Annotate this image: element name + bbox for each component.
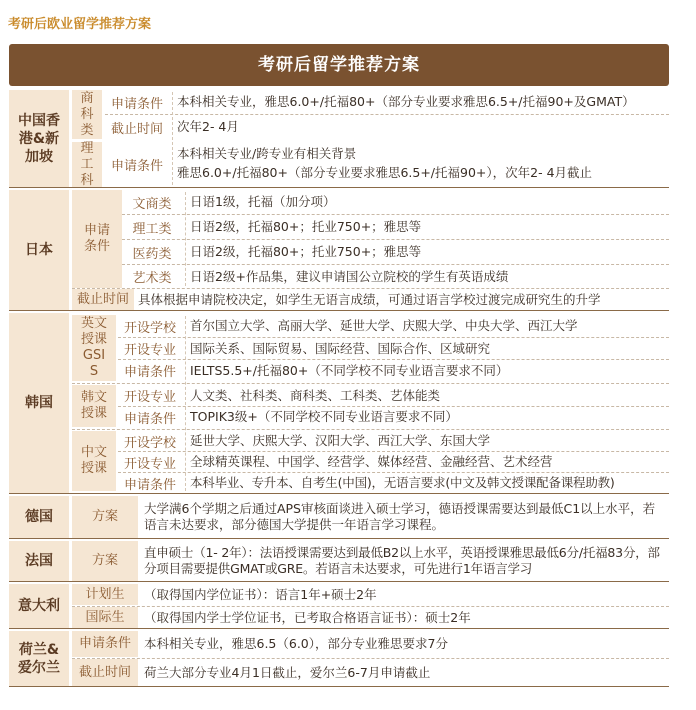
country-korea: 韩国: [9, 313, 69, 493]
korean-majors-label: 开设专业: [123, 390, 176, 405]
section-hk-sg: [9, 90, 669, 187]
germany-label: 方案: [72, 496, 138, 538]
section-japan: [9, 190, 669, 310]
country-hk-sg: [9, 90, 69, 187]
country-france: 法国: [9, 541, 69, 581]
japan-value-2: 日语2级，托福80+；托业750+；雅思等: [190, 244, 422, 259]
section-korea: [9, 313, 669, 493]
gsis-req-label: 申请条件: [123, 365, 176, 380]
japan-req-label: [72, 190, 122, 288]
science-req-label: 申请条件: [110, 159, 163, 174]
category-science: [72, 142, 102, 187]
category-korean: [72, 385, 116, 427]
science-req-line2: 雅思6.0+/托福80+（部分专业要求雅思6.5+/托福90+），次年2- 4月截止: [177, 165, 593, 180]
category-commerce: [72, 90, 102, 139]
japan-field-1: 理工类: [132, 221, 172, 237]
country-label: 荷兰&爱尔兰: [18, 641, 60, 676]
chinese-majors-value: 全球精英课程、中国学、经营学、媒体经营、金融经营、艺术经营: [190, 454, 553, 469]
category-gsis: [72, 315, 116, 381]
banner-title: 考研后留学推荐方案: [9, 44, 669, 86]
commerce-req-value: 本科相关专业，雅思6.0+/托福80+（部分专业要求雅思6.5+/托福90+及GMAT）: [177, 94, 635, 109]
category-label: 中文授课: [80, 445, 107, 476]
japan-field-0: 文商类: [132, 196, 172, 212]
category-chinese: [72, 431, 116, 491]
section-germany: [9, 496, 669, 538]
italy-intl-value: （取得国内学士学位证书，已考取合格语言证书）：硕士2年: [144, 609, 471, 625]
gsis-schools-label: 开设学校: [123, 320, 176, 336]
country-italy: 意大利: [9, 584, 69, 628]
country-germany: 德国: [9, 496, 69, 538]
italy-planned-value: （取得国内学位证书）：语言1年+硕士2年: [144, 586, 377, 602]
france-value: 直申硕士（1- 2年）：法语授课需要达到最低B2以上水平，英语授课雅思最低6分/托福83分，部分项目需要提供GMAT或GRE。若语言未达要求，可先进行1年语言学习: [144, 545, 660, 576]
gsis-majors-label: 开设专业: [123, 343, 176, 358]
category-label: 理工科: [80, 140, 94, 188]
korean-req-value: TOPIK3级+（不同学校不同专业语言要求不同）: [190, 409, 458, 424]
category-label: 申请条件: [83, 223, 110, 254]
section-nl-ie: [9, 631, 669, 686]
category-label: 商科类: [80, 90, 94, 138]
commerce-req-label: 申请条件: [110, 96, 163, 112]
nl-ie-req-label: 申请条件: [72, 631, 138, 657]
category-label: 韩文授课: [80, 390, 107, 421]
gsis-schools-value: 首尔国立大学、高丽大学、延世大学、庆熙大学、中央大学、西江大学: [190, 318, 578, 333]
japan-value-1: 日语2级，托福80+；托业750+；雅思等: [190, 219, 422, 234]
category-label: 英文授课GSIS: [80, 316, 107, 379]
korean-majors-value: 人文类、社科类、商科类、工科类、艺体能类: [190, 387, 441, 403]
japan-deadline-label: 截止时间: [72, 289, 134, 310]
chinese-req-value: 本科毕业、专升本、自考生(中国)，无语言要求(中文及韩文授课配备课程助教): [190, 475, 615, 490]
japan-value-3: 日语2级+作品集，建议申请国公立院校的学生有英语成绩: [190, 268, 509, 284]
section-france: [9, 541, 669, 581]
italy-intl-label: 国际生: [72, 607, 138, 628]
italy-planned-label: 计划生: [72, 584, 138, 605]
nl-ie-deadline-label: 截止时间: [72, 659, 138, 686]
germany-value: 大学满6个学期之后通过APS审核面谈进入硕士学习，德语授课需要达到最低C1以上水平，若语言未达要求，部分德国大学提供一年语言学习课程。: [144, 501, 656, 532]
gsis-majors-value: 国际关系、国际贸易、国际经营、国际合作、区域研究: [190, 340, 491, 356]
country-nl-ie: [9, 631, 69, 686]
nl-ie-deadline-value: 荷兰大部分专业4月1日截止，爱尔兰6-7月申请截止: [144, 664, 431, 680]
japan-field-2: 医药类: [132, 246, 172, 262]
commerce-deadline-label: 截止时间: [110, 121, 163, 137]
chinese-schools-value: 延世大学、庆熙大学、汉阳大学、西江大学、东国大学: [190, 433, 491, 448]
chinese-req-label: 申请条件: [123, 477, 176, 493]
chinese-majors-label: 开设专业: [123, 456, 176, 472]
japan-deadline-value: 具体根据申请院校决定，如学生无语言成绩，可通过语言学校过渡完成研究生的升学: [138, 291, 601, 307]
section-italy: [9, 584, 669, 628]
country-label: 中国香港&新加坡: [18, 112, 60, 165]
country-japan: 日本: [9, 190, 69, 310]
page-title: 考研后欧业留学推荐方案: [8, 17, 152, 32]
france-label: 方案: [72, 541, 138, 581]
science-req-line1: 本科相关专业/跨专业有相关背景: [177, 146, 357, 161]
nl-ie-req-value: 本科相关专业，雅思6.5（6.0），部分专业雅思要求7分: [144, 636, 448, 651]
chinese-schools-label: 开设学校: [123, 435, 176, 451]
gsis-req-value: IELTS5.5+/托福80+（不同学校不同专业语言要求不同）: [190, 362, 509, 378]
japan-field-3: 艺术类: [132, 271, 172, 286]
commerce-deadline-value: 次年2- 4月: [177, 119, 239, 134]
japan-value-0: 日语1级，托福（加分项）: [190, 194, 336, 209]
korean-req-label: 申请条件: [123, 411, 176, 427]
